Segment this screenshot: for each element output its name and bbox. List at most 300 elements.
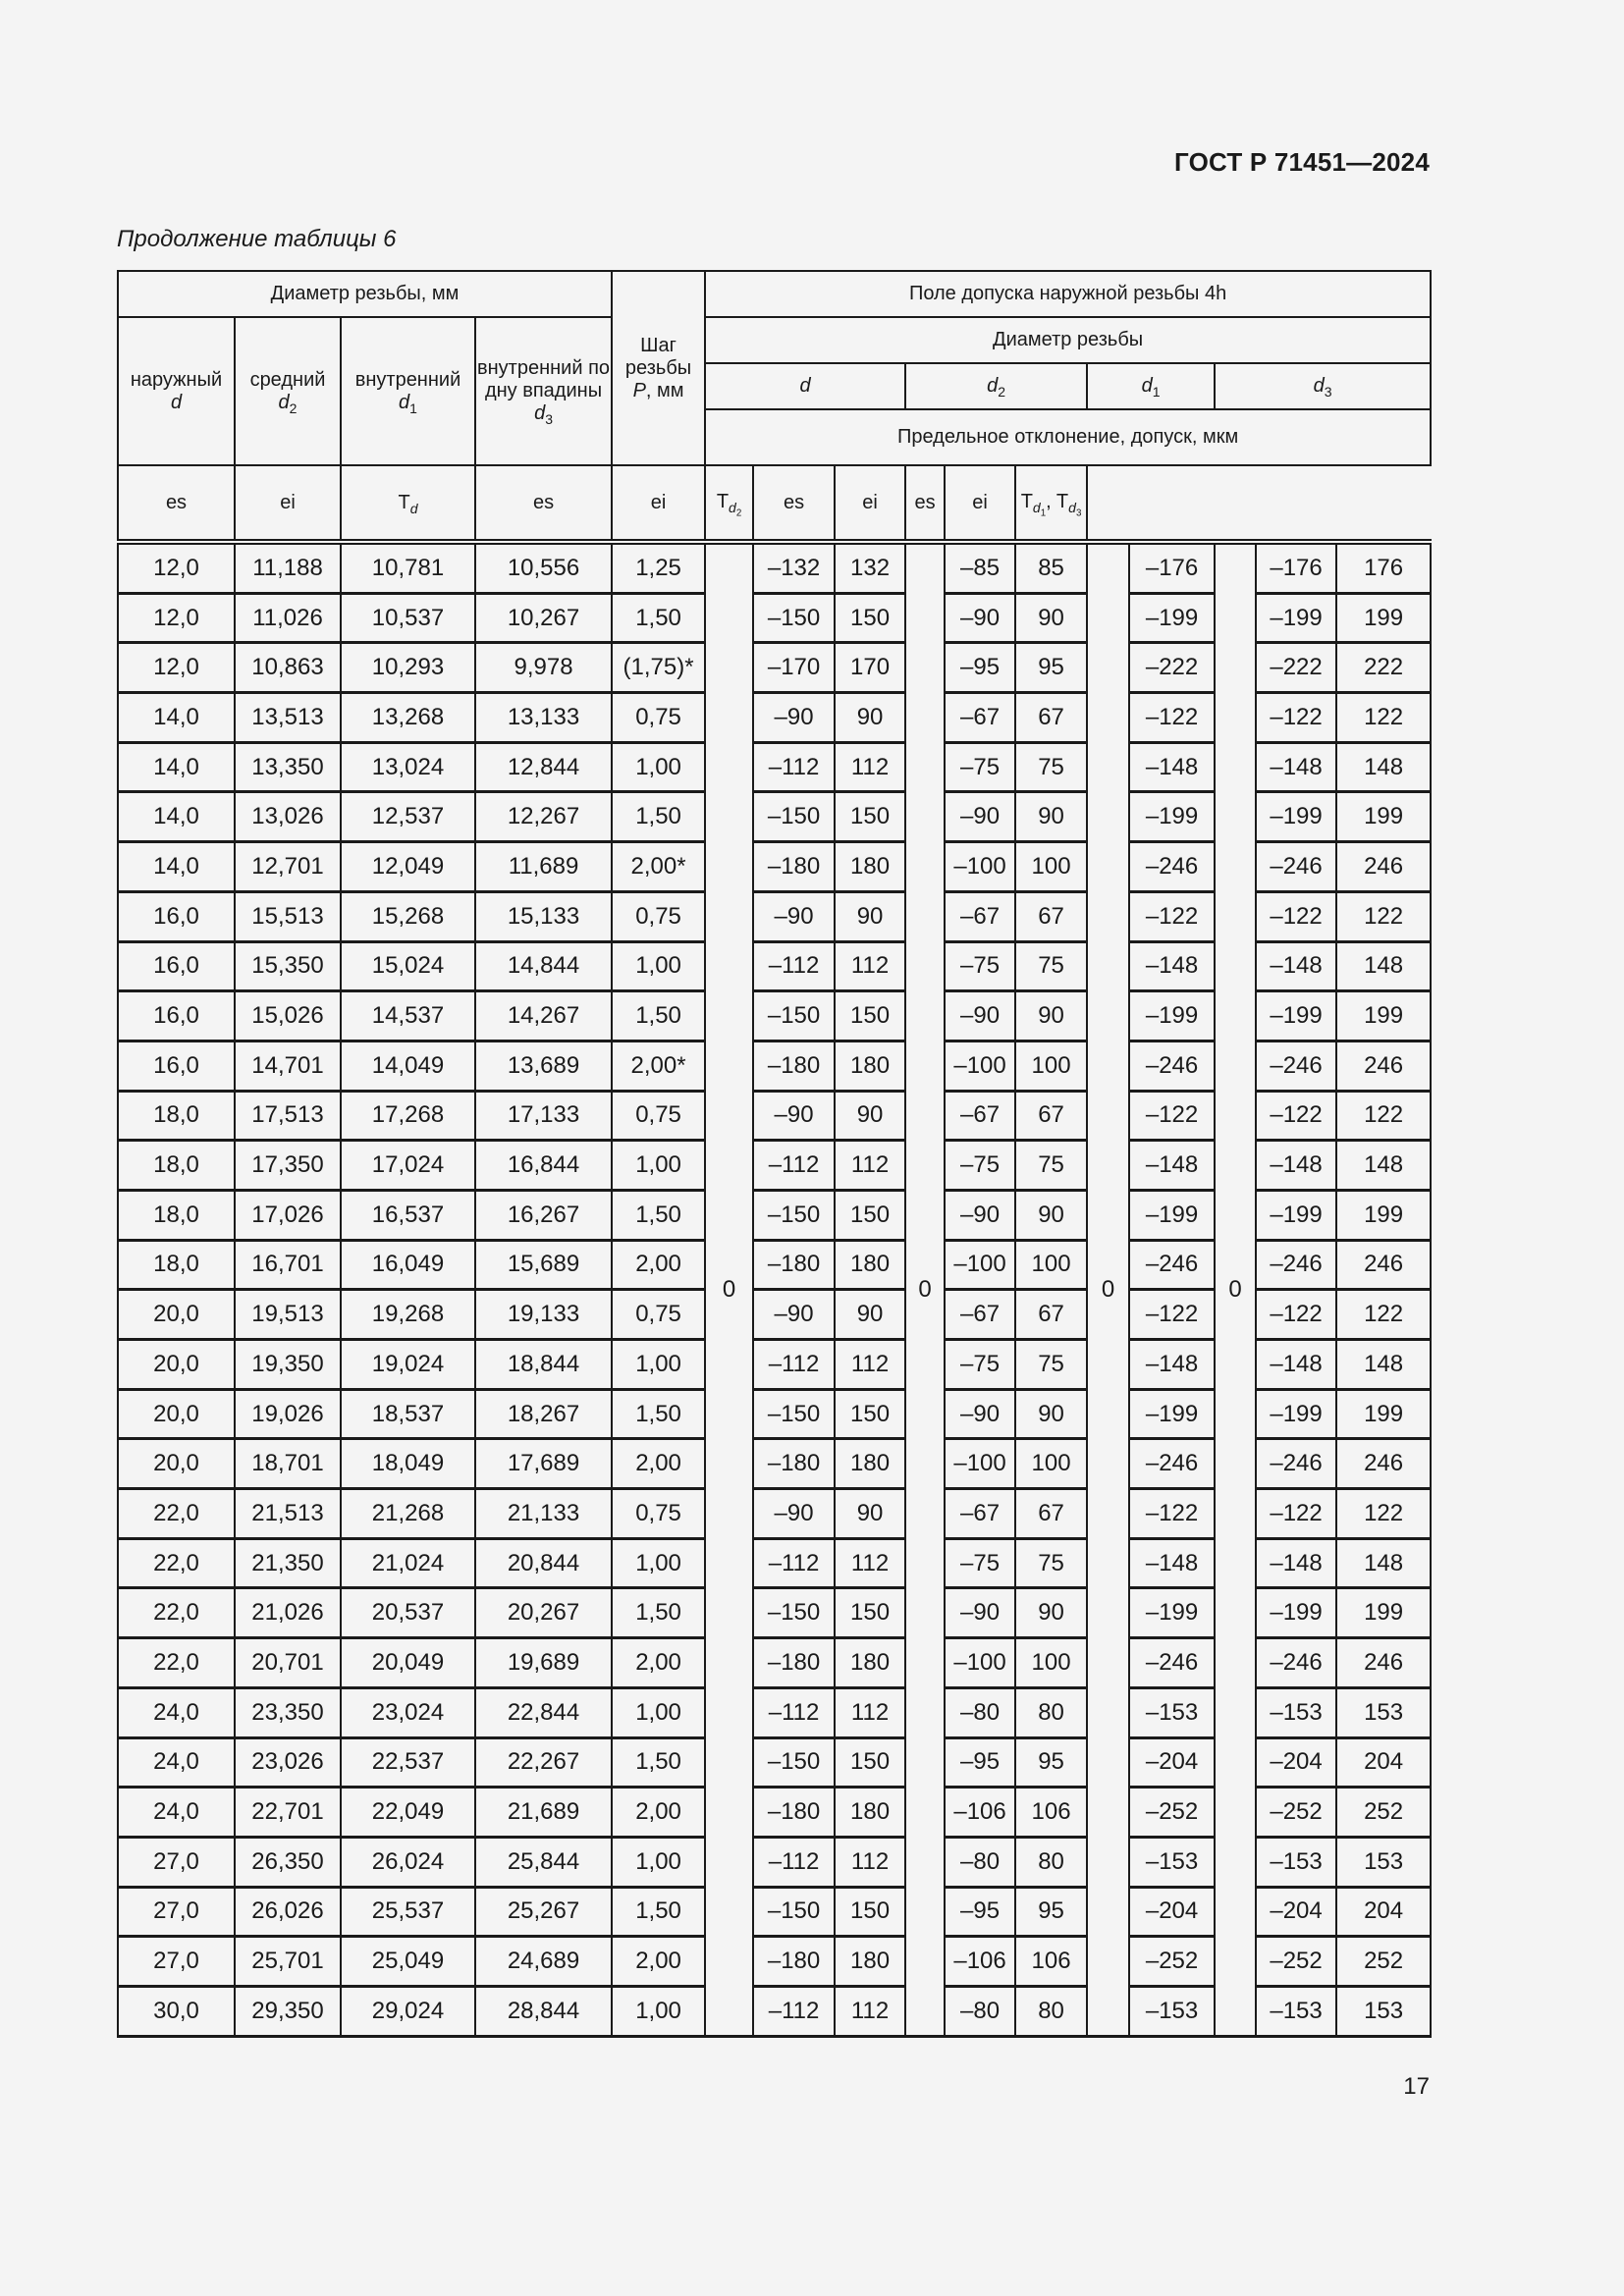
cell-ei-d3: –246: [1256, 1240, 1336, 1290]
cell-outer-d: 14,0: [118, 693, 235, 743]
cell-inner-d1: 29,024: [341, 1986, 475, 2036]
cell-td1-td3: 246: [1336, 1041, 1431, 1091]
cell-pitch: 1,25: [612, 542, 705, 593]
cell-td1-td3: 246: [1336, 842, 1431, 892]
cell-td: 150: [835, 991, 905, 1041]
cell-td: 170: [835, 643, 905, 693]
cell-outer-d: 18,0: [118, 1141, 235, 1191]
cell-td1-td3: 148: [1336, 1141, 1431, 1191]
header-group-d1: $d_1$: [1087, 363, 1215, 409]
cell-outer-d: 20,0: [118, 1290, 235, 1340]
cell-pitch: 1,00: [612, 941, 705, 991]
cell-pitch: 1,50: [612, 1737, 705, 1788]
cell-td2: 80: [1015, 1687, 1087, 1737]
cell-ei-d3: –153: [1256, 1986, 1336, 2036]
cell-pitch: (1,75)*: [612, 643, 705, 693]
cell-root-d3: 10,556: [475, 542, 612, 593]
cell-middle-d2: 14,701: [235, 1041, 341, 1091]
cell-middle-d2: 15,026: [235, 991, 341, 1041]
cell-pitch: 0,75: [612, 1489, 705, 1539]
cell-ei-d: –112: [753, 941, 835, 991]
cell-inner-d1: 17,024: [341, 1141, 475, 1191]
cell-middle-d2: 23,026: [235, 1737, 341, 1788]
cell-td1-td3: 122: [1336, 1290, 1431, 1340]
cell-ei-d1: –199: [1129, 991, 1215, 1041]
cell-middle-d2: 20,701: [235, 1638, 341, 1688]
cell-pitch: 1,00: [612, 1340, 705, 1390]
cell-outer-d: 14,0: [118, 792, 235, 842]
cell-middle-d2: 11,188: [235, 542, 341, 593]
cell-td1-td3: 148: [1336, 742, 1431, 792]
cell-ei-d1: –122: [1129, 891, 1215, 941]
cell-middle-d2: 21,350: [235, 1538, 341, 1588]
header-inner-root-diameter: внутренний по дну впадины $d_3$: [475, 317, 612, 465]
cell-ei-d3: –222: [1256, 643, 1336, 693]
cell-td1-td3: 246: [1336, 1638, 1431, 1688]
cell-ei-d2: –100: [945, 1041, 1015, 1091]
cell-outer-d: 22,0: [118, 1538, 235, 1588]
cell-ei-d: –180: [753, 1041, 835, 1091]
cell-root-d3: 9,978: [475, 643, 612, 693]
cell-ei-d1: –176: [1129, 542, 1215, 593]
cell-ei-d2: –67: [945, 693, 1015, 743]
cell-ei-d1: –153: [1129, 1687, 1215, 1737]
cell-ei-d: –112: [753, 1141, 835, 1191]
cell-td: 90: [835, 1091, 905, 1141]
cell-middle-d2: 29,350: [235, 1986, 341, 2036]
cell-pitch: 1,50: [612, 991, 705, 1041]
cell-pitch: 0,75: [612, 1290, 705, 1340]
cell-root-d3: 24,689: [475, 1937, 612, 1987]
cell-td2: 75: [1015, 1538, 1087, 1588]
header-thread-diameter: Диаметр резьбы: [705, 317, 1431, 363]
cell-ei-d3: –153: [1256, 1687, 1336, 1737]
cell-ei-d2: –90: [945, 792, 1015, 842]
cell-td2: 106: [1015, 1788, 1087, 1838]
cell-td: 112: [835, 1687, 905, 1737]
cell-outer-d: 12,0: [118, 542, 235, 593]
cell-td1-td3: 148: [1336, 941, 1431, 991]
cell-middle-d2: 15,350: [235, 941, 341, 991]
cell-ei-d1: –199: [1129, 792, 1215, 842]
table-caption: Продолжение таблицы 6: [117, 226, 397, 252]
cell-ei-d2: –90: [945, 1588, 1015, 1638]
cell-td: 180: [835, 1041, 905, 1091]
cell-es-d1: 0: [1087, 542, 1129, 2036]
cell-td: 150: [835, 1190, 905, 1240]
cell-ei-d3: –122: [1256, 1290, 1336, 1340]
header-group-d: d: [705, 363, 905, 409]
cell-ei-d: –150: [753, 1737, 835, 1788]
cell-ei-d: –180: [753, 1788, 835, 1838]
cell-td: 112: [835, 742, 905, 792]
cell-ei-d2: –85: [945, 542, 1015, 593]
cell-pitch: 1,50: [612, 1190, 705, 1240]
cell-ei-d2: –67: [945, 1290, 1015, 1340]
header-ei-d2: ei: [612, 465, 705, 542]
cell-td: 150: [835, 1588, 905, 1638]
cell-ei-d1: –122: [1129, 1091, 1215, 1141]
cell-td2: 90: [1015, 593, 1087, 643]
cell-ei-d1: –148: [1129, 1141, 1215, 1191]
cell-td: 90: [835, 1489, 905, 1539]
cell-inner-d1: 18,537: [341, 1389, 475, 1439]
cell-root-d3: 22,267: [475, 1737, 612, 1788]
cell-td2: 67: [1015, 1091, 1087, 1141]
cell-ei-d2: –95: [945, 1737, 1015, 1788]
cell-pitch: 1,00: [612, 1141, 705, 1191]
cell-ei-d: –112: [753, 1837, 835, 1887]
cell-ei-d2: –75: [945, 1340, 1015, 1390]
cell-td: 90: [835, 891, 905, 941]
cell-ei-d3: –204: [1256, 1737, 1336, 1788]
cell-ei-d: –150: [753, 991, 835, 1041]
cell-ei-d1: –199: [1129, 1588, 1215, 1638]
cell-pitch: 1,50: [612, 1887, 705, 1937]
cell-ei-d1: –153: [1129, 1837, 1215, 1887]
cell-inner-d1: 17,268: [341, 1091, 475, 1141]
cell-td1-td3: 153: [1336, 1687, 1431, 1737]
cell-td1-td3: 122: [1336, 891, 1431, 941]
cell-ei-d3: –204: [1256, 1887, 1336, 1937]
cell-ei-d: –150: [753, 1887, 835, 1937]
header-td1-td3: $T_{d_1}$, $T_{d_3}$: [1015, 465, 1087, 542]
cell-es-d2: 0: [905, 542, 945, 2036]
cell-td2: 80: [1015, 1837, 1087, 1887]
cell-td2: 106: [1015, 1937, 1087, 1987]
cell-root-d3: 25,267: [475, 1887, 612, 1937]
cell-ei-d: –180: [753, 1439, 835, 1489]
cell-inner-d1: 12,049: [341, 842, 475, 892]
cell-outer-d: 16,0: [118, 891, 235, 941]
cell-ei-d2: –80: [945, 1837, 1015, 1887]
cell-ei-d1: –204: [1129, 1737, 1215, 1788]
cell-middle-d2: 21,026: [235, 1588, 341, 1638]
cell-pitch: 2,00*: [612, 842, 705, 892]
cell-ei-d1: –199: [1129, 1389, 1215, 1439]
cell-ei-d2: –80: [945, 1986, 1015, 2036]
cell-outer-d: 22,0: [118, 1588, 235, 1638]
cell-ei-d3: –199: [1256, 1389, 1336, 1439]
cell-td2: 90: [1015, 792, 1087, 842]
cell-ei-d1: –246: [1129, 842, 1215, 892]
cell-outer-d: 20,0: [118, 1389, 235, 1439]
cell-middle-d2: 17,513: [235, 1091, 341, 1141]
cell-outer-d: 18,0: [118, 1091, 235, 1141]
cell-root-d3: 13,689: [475, 1041, 612, 1091]
cell-inner-d1: 10,293: [341, 643, 475, 693]
cell-root-d3: 15,133: [475, 891, 612, 941]
document-code: ГОСТ Р 71451—2024: [1174, 147, 1430, 177]
cell-ei-d1: –199: [1129, 1190, 1215, 1240]
cell-root-d3: 10,267: [475, 593, 612, 643]
cell-inner-d1: 18,049: [341, 1439, 475, 1489]
cell-ei-d1: –246: [1129, 1638, 1215, 1688]
cell-td: 180: [835, 1439, 905, 1489]
cell-ei-d1: –246: [1129, 1240, 1215, 1290]
cell-pitch: 1,00: [612, 1538, 705, 1588]
cell-td: 150: [835, 1737, 905, 1788]
cell-middle-d2: 18,701: [235, 1439, 341, 1489]
cell-ei-d: –112: [753, 1538, 835, 1588]
cell-ei-d2: –67: [945, 1091, 1015, 1141]
cell-td: 112: [835, 1986, 905, 2036]
cell-td1-td3: 153: [1336, 1986, 1431, 2036]
cell-pitch: 1,00: [612, 742, 705, 792]
header-pitch: Шаг резьбы P, мм: [612, 271, 705, 465]
cell-inner-d1: 25,537: [341, 1887, 475, 1937]
cell-ei-d3: –252: [1256, 1788, 1336, 1838]
cell-inner-d1: 10,537: [341, 593, 475, 643]
cell-middle-d2: 26,350: [235, 1837, 341, 1887]
cell-outer-d: 20,0: [118, 1439, 235, 1489]
cell-ei-d: –90: [753, 693, 835, 743]
cell-outer-d: 18,0: [118, 1240, 235, 1290]
cell-td: 132: [835, 542, 905, 593]
cell-ei-d3: –246: [1256, 1638, 1336, 1688]
cell-ei-d1: –148: [1129, 742, 1215, 792]
cell-inner-d1: 21,024: [341, 1538, 475, 1588]
cell-pitch: 2,00: [612, 1788, 705, 1838]
cell-td1-td3: 199: [1336, 1190, 1431, 1240]
cell-ei-d: –112: [753, 742, 835, 792]
cell-ei-d1: –246: [1129, 1041, 1215, 1091]
cell-ei-d: –90: [753, 1091, 835, 1141]
header-es-d2: es: [475, 465, 612, 542]
cell-ei-d2: –80: [945, 1687, 1015, 1737]
header-es-d3: es: [905, 465, 945, 542]
cell-es-d3: 0: [1215, 542, 1256, 2036]
cell-td1-td3: 199: [1336, 1389, 1431, 1439]
cell-pitch: 2,00*: [612, 1041, 705, 1091]
cell-pitch: 1,50: [612, 792, 705, 842]
cell-ei-d3: –176: [1256, 542, 1336, 593]
header-middle-diameter: средний $d_2$: [235, 317, 341, 465]
cell-middle-d2: 26,026: [235, 1887, 341, 1937]
cell-td1-td3: 204: [1336, 1737, 1431, 1788]
cell-ei-d3: –246: [1256, 1439, 1336, 1489]
cell-td1-td3: 246: [1336, 1439, 1431, 1489]
cell-ei-d3: –199: [1256, 1588, 1336, 1638]
cell-root-d3: 16,267: [475, 1190, 612, 1240]
cell-pitch: 0,75: [612, 891, 705, 941]
cell-ei-d2: –100: [945, 842, 1015, 892]
cell-pitch: 1,00: [612, 1687, 705, 1737]
cell-inner-d1: 26,024: [341, 1837, 475, 1887]
cell-middle-d2: 12,701: [235, 842, 341, 892]
cell-ei-d2: –90: [945, 991, 1015, 1041]
cell-ei-d: –150: [753, 593, 835, 643]
cell-td: 150: [835, 1887, 905, 1937]
cell-td2: 95: [1015, 1737, 1087, 1788]
cell-td2: 100: [1015, 1041, 1087, 1091]
cell-ei-d3: –122: [1256, 1489, 1336, 1539]
cell-middle-d2: 10,863: [235, 643, 341, 693]
cell-inner-d1: 12,537: [341, 792, 475, 842]
cell-ei-d3: –252: [1256, 1937, 1336, 1987]
cell-ei-d3: –199: [1256, 1190, 1336, 1240]
cell-root-d3: 12,267: [475, 792, 612, 842]
cell-ei-d2: –100: [945, 1240, 1015, 1290]
cell-td: 112: [835, 1837, 905, 1887]
cell-ei-d2: –75: [945, 1141, 1015, 1191]
cell-outer-d: 24,0: [118, 1788, 235, 1838]
cell-ei-d: –90: [753, 1290, 835, 1340]
cell-ei-d2: –95: [945, 1887, 1015, 1937]
cell-ei-d1: –122: [1129, 693, 1215, 743]
cell-td: 112: [835, 1141, 905, 1191]
cell-middle-d2: 19,026: [235, 1389, 341, 1439]
cell-middle-d2: 25,701: [235, 1937, 341, 1987]
cell-root-d3: 18,267: [475, 1389, 612, 1439]
cell-td2: 75: [1015, 941, 1087, 991]
cell-td1-td3: 148: [1336, 1538, 1431, 1588]
cell-td1-td3: 222: [1336, 643, 1431, 693]
cell-root-d3: 21,689: [475, 1788, 612, 1838]
cell-td2: 67: [1015, 1290, 1087, 1340]
cell-outer-d: 24,0: [118, 1687, 235, 1737]
cell-ei-d1: –252: [1129, 1937, 1215, 1987]
cell-td1-td3: 246: [1336, 1240, 1431, 1290]
cell-td: 150: [835, 792, 905, 842]
cell-outer-d: 14,0: [118, 842, 235, 892]
header-subcolumns: [118, 465, 1431, 542]
cell-root-d3: 19,689: [475, 1638, 612, 1688]
cell-td2: 75: [1015, 1340, 1087, 1390]
cell-ei-d1: –204: [1129, 1887, 1215, 1937]
cell-td1-td3: 148: [1336, 1340, 1431, 1390]
cell-ei-d2: –75: [945, 1538, 1015, 1588]
cell-outer-d: 14,0: [118, 742, 235, 792]
cell-outer-d: 16,0: [118, 991, 235, 1041]
cell-inner-d1: 13,268: [341, 693, 475, 743]
cell-td: 180: [835, 1788, 905, 1838]
cell-middle-d2: 16,701: [235, 1240, 341, 1290]
cell-td1-td3: 199: [1336, 792, 1431, 842]
cell-ei-d: –180: [753, 842, 835, 892]
cell-inner-d1: 16,537: [341, 1190, 475, 1240]
cell-ei-d2: –67: [945, 891, 1015, 941]
cell-outer-d: 22,0: [118, 1638, 235, 1688]
cell-ei-d1: –153: [1129, 1986, 1215, 2036]
cell-ei-d3: –148: [1256, 1538, 1336, 1588]
page-number: 17: [1403, 2073, 1430, 2100]
table-row: [118, 542, 1431, 593]
cell-ei-d: –132: [753, 542, 835, 593]
header-tolerance-field: Поле допуска наружной резьбы 4h: [705, 271, 1431, 317]
cell-pitch: 2,00: [612, 1937, 705, 1987]
cell-td2: 67: [1015, 891, 1087, 941]
cell-root-d3: 15,689: [475, 1240, 612, 1290]
cell-root-d3: 21,133: [475, 1489, 612, 1539]
cell-inner-d1: 14,537: [341, 991, 475, 1041]
cell-root-d3: 17,689: [475, 1439, 612, 1489]
cell-root-d3: 20,844: [475, 1538, 612, 1588]
cell-root-d3: 18,844: [475, 1340, 612, 1390]
cell-td2: 90: [1015, 1588, 1087, 1638]
cell-ei-d2: –90: [945, 593, 1015, 643]
cell-root-d3: 28,844: [475, 1986, 612, 2036]
cell-pitch: 2,00: [612, 1240, 705, 1290]
cell-middle-d2: 17,350: [235, 1141, 341, 1191]
thread-tolerance-table: [117, 270, 1432, 2038]
cell-ei-d1: –148: [1129, 941, 1215, 991]
cell-outer-d: 16,0: [118, 941, 235, 991]
cell-middle-d2: 19,513: [235, 1290, 341, 1340]
header-group-d3: $d_3$: [1215, 363, 1431, 409]
cell-middle-d2: 19,350: [235, 1340, 341, 1390]
cell-td: 112: [835, 1340, 905, 1390]
cell-middle-d2: 13,350: [235, 742, 341, 792]
cell-inner-d1: 20,049: [341, 1638, 475, 1688]
cell-td1-td3: 204: [1336, 1887, 1431, 1937]
cell-ei-d1: –148: [1129, 1340, 1215, 1390]
header-limit-deviation: Предельное отклонение, допуск, мкм: [705, 409, 1431, 465]
header-ei-d: ei: [235, 465, 341, 542]
cell-ei-d3: –122: [1256, 693, 1336, 743]
cell-td2: 85: [1015, 542, 1087, 593]
cell-pitch: 0,75: [612, 1091, 705, 1141]
cell-ei-d1: –222: [1129, 643, 1215, 693]
cell-root-d3: 19,133: [475, 1290, 612, 1340]
cell-root-d3: 22,844: [475, 1687, 612, 1737]
cell-td1-td3: 199: [1336, 593, 1431, 643]
cell-ei-d1: –246: [1129, 1439, 1215, 1489]
cell-inner-d1: 25,049: [341, 1937, 475, 1987]
cell-ei-d3: –199: [1256, 991, 1336, 1041]
cell-td: 180: [835, 1240, 905, 1290]
cell-middle-d2: 11,026: [235, 593, 341, 643]
cell-inner-d1: 20,537: [341, 1588, 475, 1638]
cell-pitch: 0,75: [612, 693, 705, 743]
cell-ei-d1: –199: [1129, 593, 1215, 643]
cell-inner-d1: 15,268: [341, 891, 475, 941]
cell-td1-td3: 122: [1336, 1091, 1431, 1141]
cell-td: 150: [835, 593, 905, 643]
cell-ei-d3: –122: [1256, 891, 1336, 941]
cell-root-d3: 20,267: [475, 1588, 612, 1638]
cell-ei-d2: –67: [945, 1489, 1015, 1539]
cell-ei-d: –180: [753, 1638, 835, 1688]
cell-td: 112: [835, 941, 905, 991]
cell-pitch: 2,00: [612, 1439, 705, 1489]
cell-inner-d1: 22,049: [341, 1788, 475, 1838]
cell-ei-d3: –148: [1256, 742, 1336, 792]
cell-td: 180: [835, 1937, 905, 1987]
cell-inner-d1: 13,024: [341, 742, 475, 792]
cell-td: 90: [835, 1290, 905, 1340]
cell-td2: 67: [1015, 1489, 1087, 1539]
cell-outer-d: 24,0: [118, 1737, 235, 1788]
cell-root-d3: 25,844: [475, 1837, 612, 1887]
cell-ei-d2: –100: [945, 1439, 1015, 1489]
cell-ei-d: –90: [753, 1489, 835, 1539]
cell-inner-d1: 19,024: [341, 1340, 475, 1390]
cell-pitch: 1,00: [612, 1986, 705, 2036]
cell-td1-td3: 122: [1336, 1489, 1431, 1539]
cell-td2: 100: [1015, 1638, 1087, 1688]
cell-ei-d: –150: [753, 1588, 835, 1638]
cell-outer-d: 27,0: [118, 1937, 235, 1987]
cell-ei-d: –150: [753, 792, 835, 842]
cell-td1-td3: 176: [1336, 542, 1431, 593]
cell-td1-td3: 122: [1336, 693, 1431, 743]
cell-td1-td3: 199: [1336, 991, 1431, 1041]
cell-pitch: 1,00: [612, 1837, 705, 1887]
cell-ei-d: –180: [753, 1937, 835, 1987]
header-outer-diameter: наружный d: [118, 317, 235, 465]
cell-inner-d1: 22,537: [341, 1737, 475, 1788]
